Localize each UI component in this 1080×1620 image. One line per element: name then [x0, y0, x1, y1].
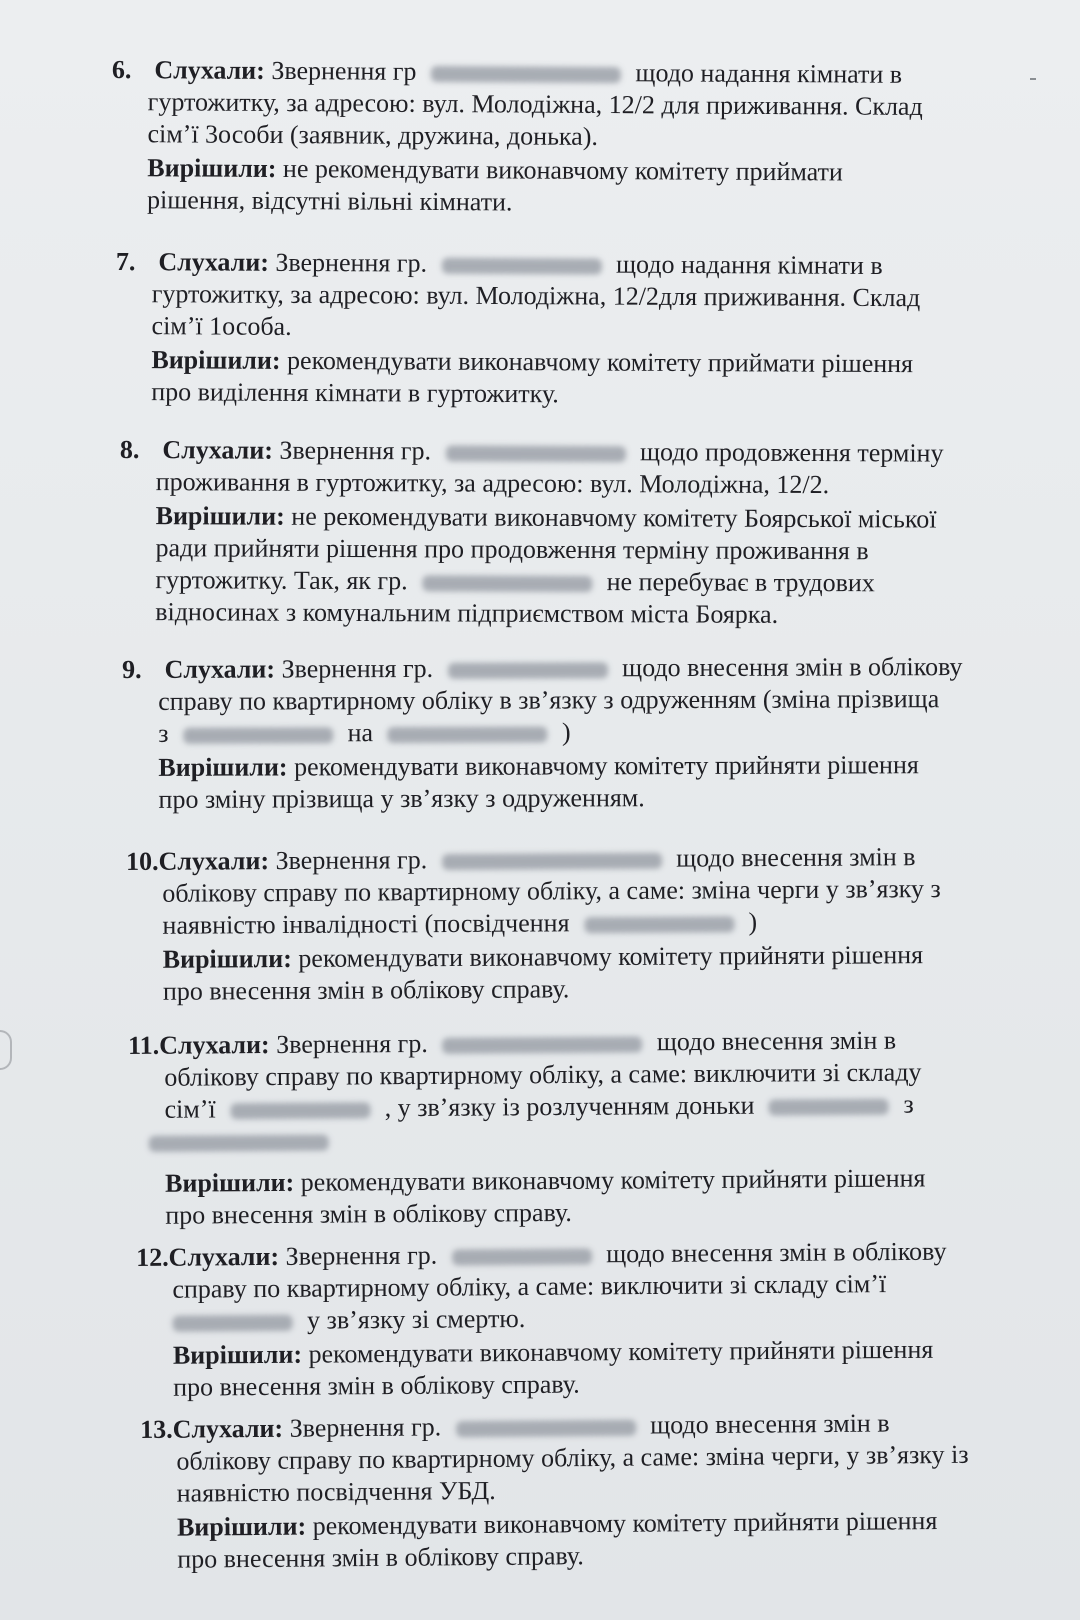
heard-text: облікову справу по квартирному обліку, а саме: виключити зі складу: [164, 1057, 922, 1092]
heard-text: щодо внесення змін в: [650, 1408, 890, 1440]
decided-text: про внесення змін в облікову справу.: [165, 1197, 572, 1230]
decided-label: Вирішили:: [155, 501, 285, 531]
heard-text: щодо надання кімнати в: [635, 58, 903, 89]
heard-text: з: [158, 718, 169, 748]
heard-text: проживання в гуртожитку, за адресою: вул. Молодіжна, 12/2.: [155, 467, 830, 500]
redacted-name: [183, 727, 333, 744]
heard-text: справу по квартирному обліку, а саме: виключити зі складу сім’ї: [172, 1269, 887, 1304]
decided-label: Вирішили:: [151, 345, 281, 375]
heard-label: Слухали:: [162, 435, 273, 465]
item-number: 10.: [126, 846, 159, 876]
redacted-name: [431, 66, 621, 83]
minutes-item-10: [126, 841, 987, 1008]
heard-text: облікову справу по квартирному обліку, а саме: зміна черги у зв’язку з: [162, 874, 941, 908]
minutes-item-13: [140, 1406, 1001, 1575]
heard-text: Звернення гр: [271, 55, 417, 86]
heard-label: Слухали:: [158, 247, 269, 277]
decided-text: ради прийняти рішення про продовження терміну проживання в: [155, 533, 869, 566]
decided-text: рекомендувати виконавчому комітету прийняти рішення: [298, 940, 924, 973]
heard-label: Слухали:: [159, 1030, 270, 1060]
heard-text: сім’ї: [164, 1094, 216, 1124]
decided-label: Вирішили:: [176, 1511, 307, 1542]
decided-label: Вирішили:: [172, 1339, 303, 1370]
redacted-name: [445, 445, 625, 462]
heard-text: у зв’язку зі смертю.: [307, 1303, 526, 1335]
heard-text: , у зв’язку із розлученням доньки: [384, 1090, 755, 1123]
decided-text: про внесення змін в облікову справу.: [173, 1369, 580, 1402]
heard-text: щодо надання кімнати в: [615, 249, 883, 281]
decided-text: про зміну прізвища у зв’язку з одруженням.: [158, 783, 645, 814]
redacted-name: [452, 1248, 592, 1265]
heard-text: щодо внесення змін в облікову: [606, 1236, 947, 1269]
heard-text: Звернення гр.: [276, 1028, 428, 1059]
decided-text: не перебуває в трудових: [606, 567, 875, 598]
decided-label: Вирішили:: [158, 752, 288, 782]
decided-text: про внесення змін в облікову справу.: [162, 974, 570, 1006]
heard-text: з: [903, 1089, 914, 1119]
decided-text: рекомендувати виконавчому комітету прийняти рішення: [300, 1163, 926, 1197]
item-number: 6.: [111, 54, 132, 85]
heard-text: наявністю посвідчення УБД.: [176, 1475, 496, 1508]
heard-text: сім’ї 3особи (заявник, дружина, донька).: [147, 119, 599, 151]
heard-text: сім’ї 1особа.: [151, 311, 292, 341]
decided-text: рекомендувати виконавчому комітету прийняти рішення: [312, 1506, 938, 1541]
heard-label: Слухали:: [158, 846, 270, 876]
page-mark: [1030, 78, 1036, 80]
heard-text: справу по квартирному обліку в зв’язку з одруженням (зміна прізвища: [158, 684, 940, 716]
decided-label: Вирішили:: [164, 1167, 295, 1198]
item-number: 12.: [136, 1242, 169, 1272]
minutes-item-8: [119, 434, 980, 632]
item-number: 11.: [128, 1030, 160, 1060]
minutes-item-6: [111, 54, 972, 221]
heard-label: Слухали:: [164, 654, 276, 684]
redacted-name: [388, 727, 548, 744]
decided-label: Вирішили:: [162, 943, 292, 974]
redacted-name: [448, 662, 608, 679]
minutes-item-9: [122, 651, 983, 816]
item-number: 8.: [119, 435, 140, 465]
heard-text: гуртожитку, за адресою: вул. Молодіжна, 12/2 для приживання. Склад: [147, 87, 923, 121]
redacted-name: [149, 1135, 329, 1152]
decided-text: рекомендувати виконавчому комітету прийняти рішення: [294, 750, 919, 782]
heard-text: облікову справу по квартирному обліку, а саме: зміна черги, у зв’язку із: [176, 1439, 969, 1476]
redacted-certificate: [584, 916, 734, 933]
minutes-item-7: [115, 246, 976, 413]
heard-text: гуртожитку, за адресою: вул. Молодіжна, 12/2для приживання. Склад: [151, 279, 921, 313]
decided-text: не рекомендувати виконавчому комітету Боярської міської: [291, 501, 937, 534]
heard-text: ): [748, 907, 758, 937]
heard-text: щодо внесення змін в: [676, 842, 916, 873]
heard-text: на: [347, 718, 374, 748]
minutes-item-12: [136, 1235, 997, 1404]
heard-label: Слухали:: [172, 1413, 284, 1444]
redacted-name: [769, 1099, 889, 1116]
heard-label: Слухали:: [154, 55, 265, 85]
heard-label: Слухали:: [168, 1241, 280, 1272]
heard-text: наявністю інвалідності (посвідчення: [162, 908, 570, 940]
item-number: 9.: [122, 654, 142, 684]
decided-text: про виділення кімнати в гуртожитку.: [151, 377, 559, 409]
decided-text: про внесення змін в облікову справу.: [177, 1541, 584, 1574]
minutes-item-11: [128, 1024, 989, 1232]
decided-text: відносинах з комунальним підприємством міста Боярка.: [155, 597, 779, 629]
redacted-name: [442, 1036, 642, 1053]
redacted-name: [230, 1102, 370, 1119]
decided-text: рекомендувати виконавчому комітету приймати рішення: [286, 345, 914, 379]
heard-text: Звернення гр.: [275, 247, 428, 278]
redacted-name: [442, 853, 662, 870]
redacted-name: [422, 575, 592, 592]
heard-text: Звернення гр.: [281, 653, 434, 684]
redacted-name: [456, 1420, 636, 1438]
punch-hole-shadow: [0, 1030, 12, 1070]
item-number: 7.: [115, 246, 136, 277]
heard-text: ): [561, 717, 571, 747]
item-number: 13.: [140, 1414, 173, 1444]
heard-text: щодо внесення змін в облікову: [622, 652, 963, 683]
redacted-name: [441, 258, 601, 275]
decided-text: рішення, відсутні вільні кімнати.: [147, 185, 513, 217]
heard-text: Звернення гр.: [279, 435, 432, 466]
decided-text: не рекомендувати виконавчому комітету приймати: [282, 154, 843, 187]
decided-text: рекомендувати виконавчому комітету прийняти рішення: [308, 1334, 934, 1369]
decided-text: гуртожитку. Так, як гр.: [155, 565, 408, 596]
heard-text: щодо внесення змін в: [656, 1025, 897, 1057]
decided-label: Вирішили:: [147, 153, 277, 184]
redacted-name: [173, 1315, 293, 1332]
heard-text: Звернення гр.: [275, 845, 428, 876]
heard-text: Звернення гр.: [285, 1240, 438, 1271]
heard-text: щодо продовження терміну: [639, 437, 944, 468]
heard-text: Звернення гр.: [289, 1412, 442, 1443]
